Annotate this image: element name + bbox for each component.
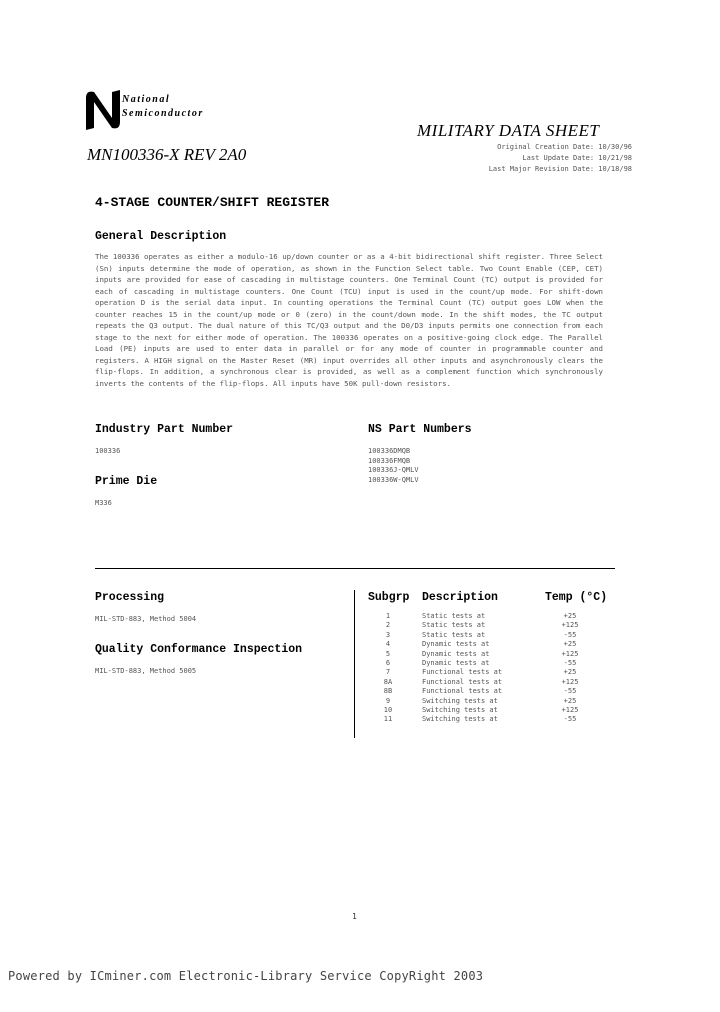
- last-major-revision-date: Last Major Revision Date: 10/18/98: [488, 165, 632, 173]
- description-cell: Switching tests at: [422, 715, 498, 724]
- description-cell: Dynamic tests at: [422, 658, 490, 667]
- prime-die-heading: Prime Die: [95, 475, 158, 488]
- national-semiconductor-logo-icon: [84, 88, 122, 132]
- ns-part-numbers-list: [368, 447, 419, 485]
- table-row: [368, 640, 618, 649]
- subgrp-heading: Subgrp: [368, 591, 410, 604]
- subgrp-cell: 6: [385, 658, 391, 667]
- table-row: [368, 668, 618, 677]
- ns-part-number: 100336FMQB: [368, 456, 411, 465]
- temp-cell: -55: [563, 658, 577, 667]
- description-cell: Dynamic tests at: [422, 649, 490, 658]
- processing-value: MIL-STD-883, Method 5004: [95, 615, 197, 623]
- description-cell: Functional tests at: [422, 668, 503, 677]
- last-update-date: Last Update Date: 10/21/98: [522, 154, 632, 162]
- revision-dates: [420, 142, 632, 175]
- description-cell: Switching tests at: [422, 696, 498, 705]
- general-description-heading: General Description: [95, 230, 227, 243]
- temp-cell: +125: [561, 677, 579, 686]
- description-cell: Switching tests at: [422, 705, 498, 714]
- temp-cell: +25: [563, 640, 577, 649]
- subgrp-cell: 7: [385, 668, 391, 677]
- logo-line-1: National: [122, 94, 171, 105]
- column-divider: [354, 590, 355, 738]
- table-row: [368, 697, 618, 706]
- subgrp-cell: 3: [385, 630, 391, 639]
- subgrp-cell: 1: [385, 612, 391, 620]
- ns-part-number: 100336J-QMLV: [368, 466, 419, 474]
- general-description-text: The 100336 operates as either a modulo-16 up/down counter or as a 4-bit bidirectional shift register. Three Select (Sn) inputs determine the mode of operation, as shown in the Function Select table. Two Count Enable (CEP, CET) inputs are provided for ease of cascading in multistage counters. One Terminal Count (TC) output is provided for each of cascading in multistage counters. One Count (TCU) input is used in the count/up mode. For shift-down operation D is the serial data input. In counting operations the Terminal Count (TC) output goes LOW when the counter reaches 15 in the count/up mode or 0 (zero) in the count/down mode. In the shift modes, the TC output repeats the Q3 output. The dual nature of this TC/Q3 output and the D0/D3 inputs permits one connection from each stage to the next for either mode of operation. The 100336 operates on a positive-going clock edge. The Parallel Load (PE) inputs are used to enter data in parallel or for any mode of counter in programmable counter and registers. A HIGH signal on the Master Reset (MR) input overrides all other inputs and asynchronously clears the flip-flops. In addition, a synchronous clear is provided, as well as a complement function which synchronously inverts the contents of the flip-flops. All inputs have 50K pull-down resistors.: [95, 252, 603, 388]
- temp-cell: +25: [563, 668, 577, 677]
- part-number-title: MN100336-X REV 2A0: [87, 145, 247, 164]
- logo-line-2: Semiconductor: [122, 108, 204, 119]
- subgrp-cell: 4: [385, 640, 391, 649]
- description-cell: Static tests at: [422, 630, 486, 639]
- description-cell: Static tests at: [422, 612, 486, 620]
- qci-heading: Quality Conformance Inspection: [95, 643, 303, 656]
- description-cell: Static tests at: [422, 621, 486, 630]
- industry-part-number-heading: Industry Part Number: [95, 423, 234, 436]
- table-row: [368, 612, 618, 621]
- temp-cell: +125: [561, 649, 579, 658]
- table-row: [368, 687, 618, 696]
- subgroup-table: [368, 612, 618, 725]
- original-creation-date: Original Creation Date: 10/30/96: [497, 143, 632, 151]
- description-cell: Functional tests at: [422, 687, 503, 696]
- subgrp-cell: 9: [385, 696, 391, 705]
- temp-cell: +25: [563, 696, 577, 705]
- subgrp-cell: 8B: [383, 687, 393, 696]
- ns-part-number: 100336DMQB: [368, 447, 411, 455]
- ns-part-numbers-heading: NS Part Numbers: [368, 423, 472, 436]
- table-row: [368, 678, 618, 687]
- footer-copyright: Powered by ICminer.com Electronic-Library Service CopyRight 2003: [8, 969, 484, 983]
- temp-cell: +25: [563, 612, 577, 620]
- ns-part-number: 100336W-QMLV: [368, 475, 419, 484]
- description-cell: Dynamic tests at: [422, 640, 490, 649]
- description-heading: Description: [422, 591, 498, 604]
- subgrp-cell: 10: [383, 705, 393, 714]
- temp-heading: Temp (°C): [545, 591, 608, 604]
- qci-value: MIL-STD-883, Method 5005: [95, 667, 197, 675]
- sheet-title: MILITARY DATA SHEET: [417, 121, 600, 140]
- description-cell: Functional tests at: [422, 677, 503, 686]
- temp-cell: -55: [563, 687, 577, 696]
- temp-cell: -55: [563, 715, 577, 724]
- page-number-mark: 1: [352, 912, 357, 921]
- prime-die-value: M336: [95, 499, 112, 507]
- table-row: [368, 706, 618, 715]
- table-row: [368, 621, 618, 630]
- industry-part-number-value: 100336: [95, 447, 121, 455]
- subgrp-cell: 11: [383, 715, 393, 724]
- table-row: [368, 715, 618, 724]
- temp-cell: +125: [561, 705, 579, 714]
- table-row: [368, 659, 618, 668]
- table-row: [368, 650, 618, 659]
- company-logo-text: [122, 93, 204, 121]
- table-row: [368, 631, 618, 640]
- document-title: 4-STAGE COUNTER/SHIFT REGISTER: [95, 195, 330, 210]
- processing-heading: Processing: [95, 591, 165, 604]
- subgrp-cell: 8A: [383, 677, 393, 686]
- subgrp-cell: 5: [385, 649, 391, 658]
- temp-cell: +125: [561, 621, 579, 630]
- section-divider: [95, 568, 615, 569]
- temp-cell: -55: [563, 630, 577, 639]
- subgrp-cell: 2: [385, 621, 391, 630]
